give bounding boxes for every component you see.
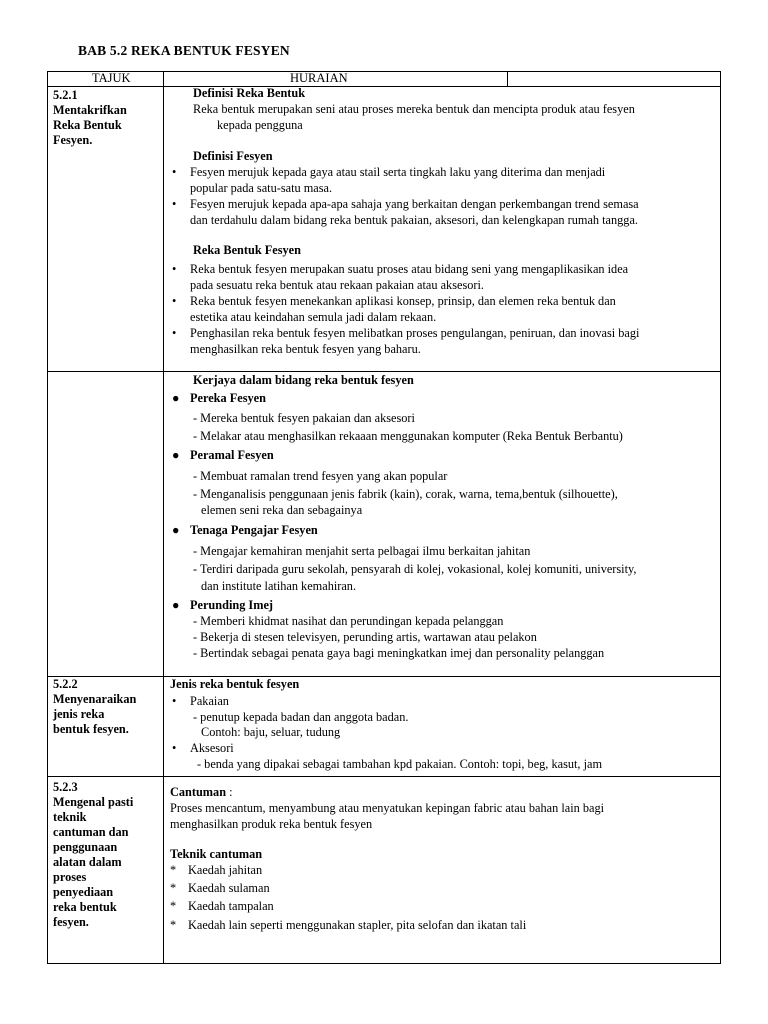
tajuk-line: penyediaan <box>53 885 114 899</box>
fesyen-bullet-cont: dan terdahulu dalam bidang reka bentuk pakaian, aksesori, dan kelengkapan rumah tangga. <box>190 213 638 227</box>
kerjaya-line: - Membuat ramalan trend fesyen yang akan popular <box>193 469 448 483</box>
tajuk-5-2-2 <box>53 677 161 737</box>
bullet-icon: ● <box>172 598 180 612</box>
definisi-reka-text: Reka bentuk merupakan seni atau proses mereka bentuk dan mencipta produk atau fesyen <box>193 102 635 116</box>
kerjaya-line: dan institute latihan kemahiran. <box>201 579 357 593</box>
star-bullet-icon: * <box>170 881 177 895</box>
jenis-line: Contoh: baju, seluar, tudung <box>201 725 341 739</box>
bullet-icon: • <box>172 165 177 179</box>
kerjaya-peramal: ● Peramal Fesyen <box>172 448 274 462</box>
definisi-reka-title: Definisi Reka Bentuk <box>193 86 306 100</box>
rbf-bullet: • Reka bentuk fesyen merupakan suatu proses atau bidang seni yang mengaplikasikan idea <box>172 262 629 276</box>
star-bullet-icon: * <box>170 899 177 913</box>
jenis-line: - benda yang dipakai sebagai tambahan kpd pakaian. Contoh: topi, beg, kasut, jam <box>197 757 603 771</box>
tajuk-line: jenis reka <box>53 707 105 721</box>
tajuk-5-2-3 <box>53 780 161 930</box>
star-bullet-icon: * <box>170 918 177 932</box>
tajuk-5-2-1 <box>53 88 161 148</box>
tajuk-line: penggunaan <box>53 840 118 854</box>
tajuk-code: 5.2.1 <box>53 88 78 102</box>
bullet-icon: • <box>172 741 177 755</box>
bullet-icon: • <box>172 294 177 308</box>
bullet-icon: • <box>172 694 177 708</box>
tajuk-code: 5.2.2 <box>53 677 78 691</box>
jenis-line: - penutup kepada badan dan anggota badan. <box>193 710 409 724</box>
bullet-icon: ● <box>172 448 180 462</box>
rbf-bullet-cont: menghasilkan reka bentuk fesyen yang baharu. <box>190 342 421 356</box>
cantuman-heading: Cantuman : <box>170 785 233 799</box>
tajuk-line: cantuman dan <box>53 825 129 839</box>
row-divider-5-2-3 <box>47 776 721 777</box>
header-huraian: HURAIAN <box>290 71 348 85</box>
jenis-aksesori: • Aksesori <box>172 741 234 755</box>
definisi-reka-text: kepada pengguna <box>217 118 303 132</box>
cantuman-text: Proses mencantum, menyambung atau menyatukan kepingan fabric atau bahan lain bagi <box>170 801 605 815</box>
kerjaya-line: - Mereka bentuk fesyen pakaian dan aksesori <box>193 411 415 425</box>
bullet-icon: • <box>172 326 177 340</box>
bullet-icon: ● <box>172 523 180 537</box>
kerjaya-line: - Melakar atau menghasilkan rekaaan menggunakan komputer (Reka Bentuk Berbantu) <box>193 429 623 443</box>
fesyen-bullet: • Fesyen merujuk kepada gaya atau stail serta tingkah laku yang diterima dan menjadi <box>172 165 606 179</box>
kerjaya-title: Kerjaya dalam bidang reka bentuk fesyen <box>193 373 414 387</box>
column-divider <box>163 71 164 964</box>
tajuk-line: bentuk fesyen. <box>53 722 129 736</box>
rbf-bullet-cont: pada sesuatu reka bentuk atau rekaan pakaian atau aksesori. <box>190 278 484 292</box>
tajuk-code: 5.2.3 <box>53 780 78 794</box>
header-tajuk: TAJUK <box>92 71 131 85</box>
row-divider-kerjaya <box>47 371 721 372</box>
bullet-icon: ● <box>172 391 180 405</box>
tajuk-line: alatan dalam <box>53 855 122 869</box>
definisi-fesyen-title: Definisi Fesyen <box>193 149 273 163</box>
rbf-bullet-cont: estetika atau keindahan semula jadi dalam rekaan. <box>190 310 437 324</box>
tajuk-line: proses <box>53 870 87 884</box>
kerjaya-pengajar: ● Tenaga Pengajar Fesyen <box>172 523 318 537</box>
kerjaya-line: - Mengajar kemahiran menjahit serta pelbagai ilmu berkaitan jahitan <box>193 544 531 558</box>
kerjaya-line: - Menganalisis penggunaan jenis fabrik (kain), corak, warna, tema,bentuk (silhouette), <box>193 487 618 501</box>
bullet-icon: • <box>172 197 177 211</box>
tajuk-line: teknik <box>53 810 87 824</box>
fesyen-bullet: • Fesyen merujuk kepada apa-apa sahaja yang berkaitan dengan perkembangan trend semasa <box>172 197 639 211</box>
header-divider <box>47 86 721 87</box>
kerjaya-line: - Bekerja di stesen televisyen, perunding artis, wartawan atau pelakon <box>193 630 537 644</box>
tajuk-line: fesyen. <box>53 915 89 929</box>
kerjaya-line: elemen seni reka dan sebagainya <box>201 503 363 517</box>
fesyen-bullet-cont: popular pada satu-satu masa. <box>190 181 333 195</box>
page-title: BAB 5.2 REKA BENTUK FESYEN <box>78 43 290 58</box>
header-cell-divider <box>507 71 508 87</box>
teknik-item: * Kaedah sulaman <box>170 881 270 895</box>
kerjaya-pereka: ● Pereka Fesyen <box>172 391 266 405</box>
kerjaya-line: - Terdiri daripada guru sekolah, pensyarah di kolej, vokasional, kolej komuniti, university, <box>193 562 637 576</box>
kerjaya-line: - Memberi khidmat nasihat dan perundingan kepada pelanggan <box>193 614 504 628</box>
kerjaya-line: - Bertindak sebagai penata gaya bagi meningkatkan imej dan personality pelanggan <box>193 646 605 660</box>
tajuk-line: Reka Bentuk <box>53 118 122 132</box>
rbf-bullet: • Penghasilan reka bentuk fesyen melibatkan proses pengulangan, peniruan, dan inovasi bagi <box>172 326 640 340</box>
tajuk-line: reka bentuk <box>53 900 117 914</box>
teknik-item: * Kaedah lain seperti menggunakan stapler, pita selofan dan ikatan tali <box>170 918 527 932</box>
rbf-bullet: • Reka bentuk fesyen menekankan aplikasi konsep, prinsip, dan elemen reka bentuk dan <box>172 294 616 308</box>
bullet-icon: • <box>172 262 177 276</box>
tajuk-line: Menyenaraikan <box>53 692 137 706</box>
rbf-title: Reka Bentuk Fesyen <box>193 243 301 257</box>
star-bullet-icon: * <box>170 863 177 877</box>
teknik-title: Teknik cantuman <box>170 847 263 861</box>
tajuk-line: Mentakrifkan <box>53 103 127 117</box>
tajuk-line: Fesyen. <box>53 133 93 147</box>
teknik-item: * Kaedah jahitan <box>170 863 263 877</box>
jenis-pakaian: • Pakaian <box>172 694 229 708</box>
kerjaya-perunding: ● Perunding Imej <box>172 598 274 612</box>
tajuk-line: Mengenal pasti <box>53 795 134 809</box>
teknik-item: * Kaedah tampalan <box>170 899 274 913</box>
cantuman-text: menghasilkan produk reka bentuk fesyen <box>170 817 373 831</box>
jenis-title: Jenis reka bentuk fesyen <box>170 677 300 691</box>
